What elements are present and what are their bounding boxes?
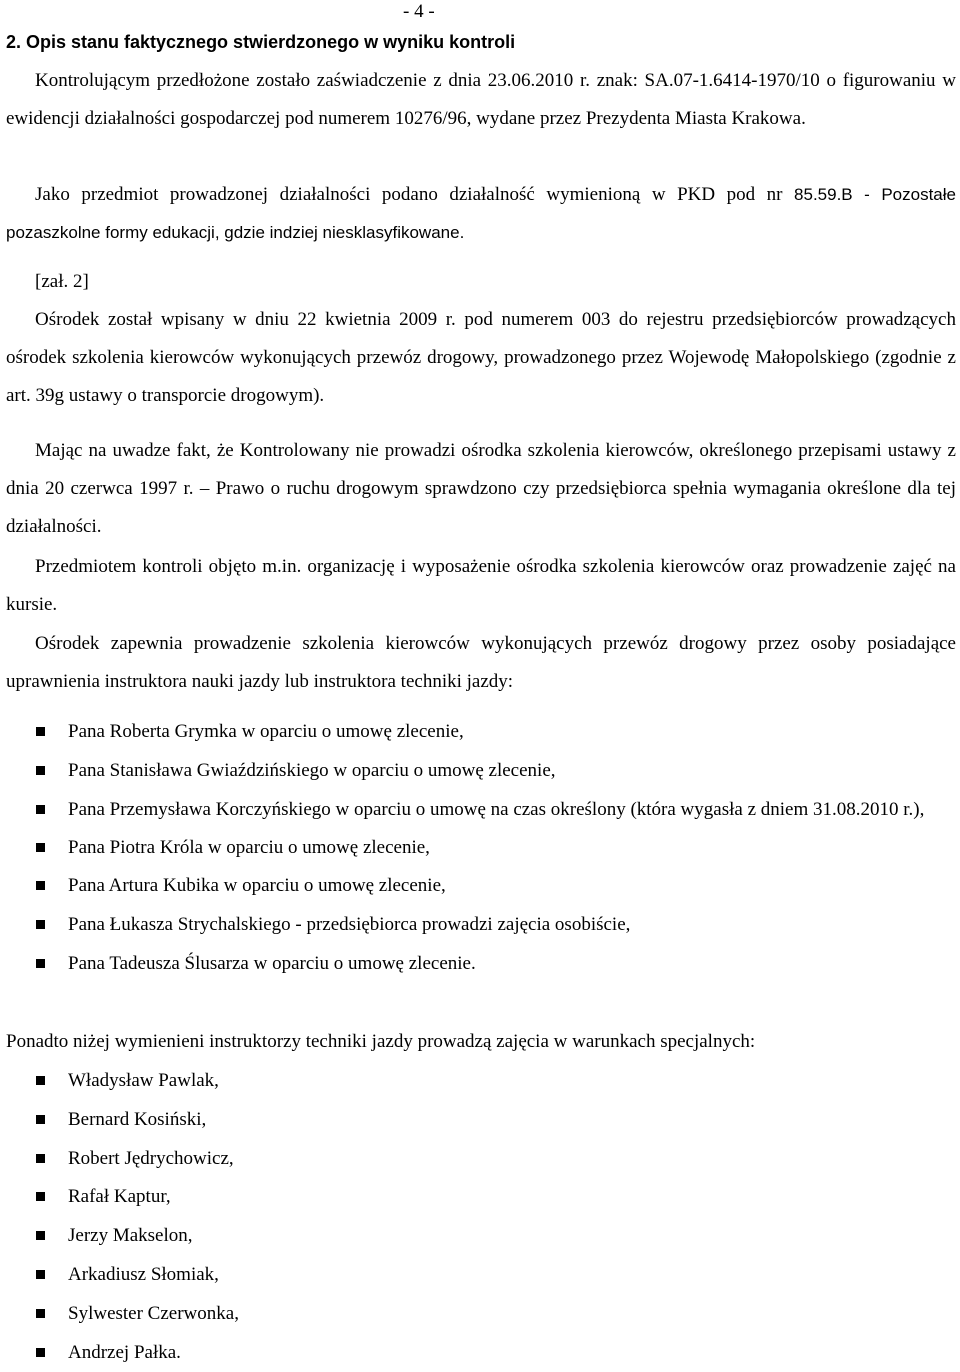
paragraph-pkd-code: 85.59.B - Pozostałe pozaszkolne formy edukacji, gdzie indziej niesklasyfikowane.	[6, 185, 956, 242]
square-bullet-icon	[36, 843, 45, 852]
square-bullet-icon	[36, 1115, 45, 1124]
list-item	[36, 945, 956, 984]
attachment-reference: [zał. 2]	[35, 271, 89, 292]
list-item-text: Pana Tadeusza Ślusarza w oparciu o umowę zlecenie.	[68, 952, 476, 974]
list-item-text: Sylwester Czerwonka,	[68, 1302, 239, 1324]
list-item-text: Rafał Kaptur,	[68, 1186, 171, 1208]
list-item	[36, 1101, 956, 1140]
paragraph-pkd-text: Jako przedmiot prowadzonej działalności podano działalność wymienioną w PKD pod nr	[35, 184, 795, 205]
paragraph-pkd	[6, 176, 956, 252]
list-item	[36, 829, 956, 868]
list-item	[36, 1062, 956, 1101]
paragraph-registration: Ośrodek został wpisany w dniu 22 kwietnia 2009 r. pod numerem 003 do rejestru przedsiębiorców prowadzących ośrodek szkolenia kierowców wykonujących przewóz drogowy, prowadzonego przez Wojewodę Małopolskiego (zgodnie z art. 39g ustawy o transporcie drogowym).	[6, 309, 956, 406]
list-item	[36, 1256, 956, 1295]
list-item	[36, 1178, 956, 1217]
square-bullet-icon	[36, 1231, 45, 1240]
square-bullet-icon	[36, 1154, 45, 1163]
square-bullet-icon	[36, 727, 45, 736]
square-bullet-icon	[36, 1076, 45, 1085]
square-bullet-icon	[36, 1348, 45, 1357]
square-bullet-icon	[36, 766, 45, 775]
list-item	[36, 713, 956, 752]
list-item-text: Jerzy Makselon,	[68, 1225, 193, 1247]
list-item	[36, 752, 956, 791]
list-item-text: Pana Piotra Króla w oparciu o umowę zlecenie,	[68, 836, 430, 858]
list-item-text: Robert Jędrychowicz,	[68, 1147, 234, 1169]
list-item-text: Władysław Pawlak,	[68, 1070, 219, 1091]
list-item-text: Pana Roberta Grymka w oparciu o umowę zlecenie,	[68, 721, 464, 742]
square-bullet-icon	[36, 920, 45, 929]
page-number: - 4 -	[403, 1, 435, 22]
list-item	[36, 1140, 956, 1179]
paragraph-instructors-intro: Ośrodek zapewnia prowadzenie szkolenia kierowców wykonujących przewóz drogowy przez osoby posiadające uprawnienia instruktora nauki jazdy lub instruktora techniki jazdy:	[6, 633, 956, 692]
list-item	[36, 1217, 956, 1256]
list-item	[36, 906, 956, 945]
paragraph-special-conditions: Ponadto niżej wymienieni instruktorzy techniki jazdy prowadzą zajęcia w warunkach specjalnych:	[6, 1031, 756, 1052]
paragraph-certificate: Kontrolującym przedłożone zostało zaświadczenie z dnia 23.06.2010 r. znak: SA.07-1.6414-1970/10 o figurowaniu w ewidencji działalności gospodarczej pod numerem 10276/96, wydane przez Prezydenta Miasta Krakowa.	[6, 70, 956, 129]
list-item-text: Pana Przemysława Korczyńskiego w oparciu o umowę na czas określony (która wygasła z dniem 31.08.2010 r.),	[68, 798, 925, 820]
list-item-text: Andrzej Pałka.	[68, 1341, 181, 1363]
list-item	[36, 867, 956, 906]
list-item-text: Pana Artura Kubika w oparciu o umowę zlecenie,	[68, 875, 446, 897]
list-item-text: Bernard Kosiński,	[68, 1108, 207, 1130]
square-bullet-icon	[36, 805, 45, 814]
list-item-text: Pana Łukasza Strychalskiego - przedsiębiorca prowadzi zajęcia osobiście,	[68, 914, 631, 936]
list-item	[36, 791, 956, 829]
special-instructors-list	[36, 1062, 956, 1372]
list-item	[36, 1295, 956, 1334]
square-bullet-icon	[36, 881, 45, 890]
paragraph-findings: Mając na uwadze fakt, że Kontrolowany nie prowadzi ośrodka szkolenia kierowców, określonego przepisami ustawy z dnia 20 czerwca 1997 r. – Prawo o ruchu drogowym sprawdzono czy przedsiębiorca spełnia wymagania określone dla tej działalności.	[6, 440, 956, 537]
section-heading: 2. Opis stanu faktycznego stwierdzonego w wyniku kontroli	[6, 32, 516, 52]
list-item	[36, 1334, 956, 1372]
list-item-text: Pana Stanisława Gwiaździńskiego w oparciu o umowę zlecenie,	[68, 759, 556, 781]
list-item-text: Arkadiusz Słomiak,	[68, 1263, 219, 1285]
instructors-list	[36, 713, 956, 984]
paragraph-scope: Przedmiotem kontroli objęto m.in. organizację i wyposażenie ośrodka szkolenia kierowców oraz prowadzenie zajęć na kursie.	[6, 556, 956, 615]
square-bullet-icon	[36, 1270, 45, 1279]
square-bullet-icon	[36, 959, 45, 968]
square-bullet-icon	[36, 1309, 45, 1318]
square-bullet-icon	[36, 1192, 45, 1201]
